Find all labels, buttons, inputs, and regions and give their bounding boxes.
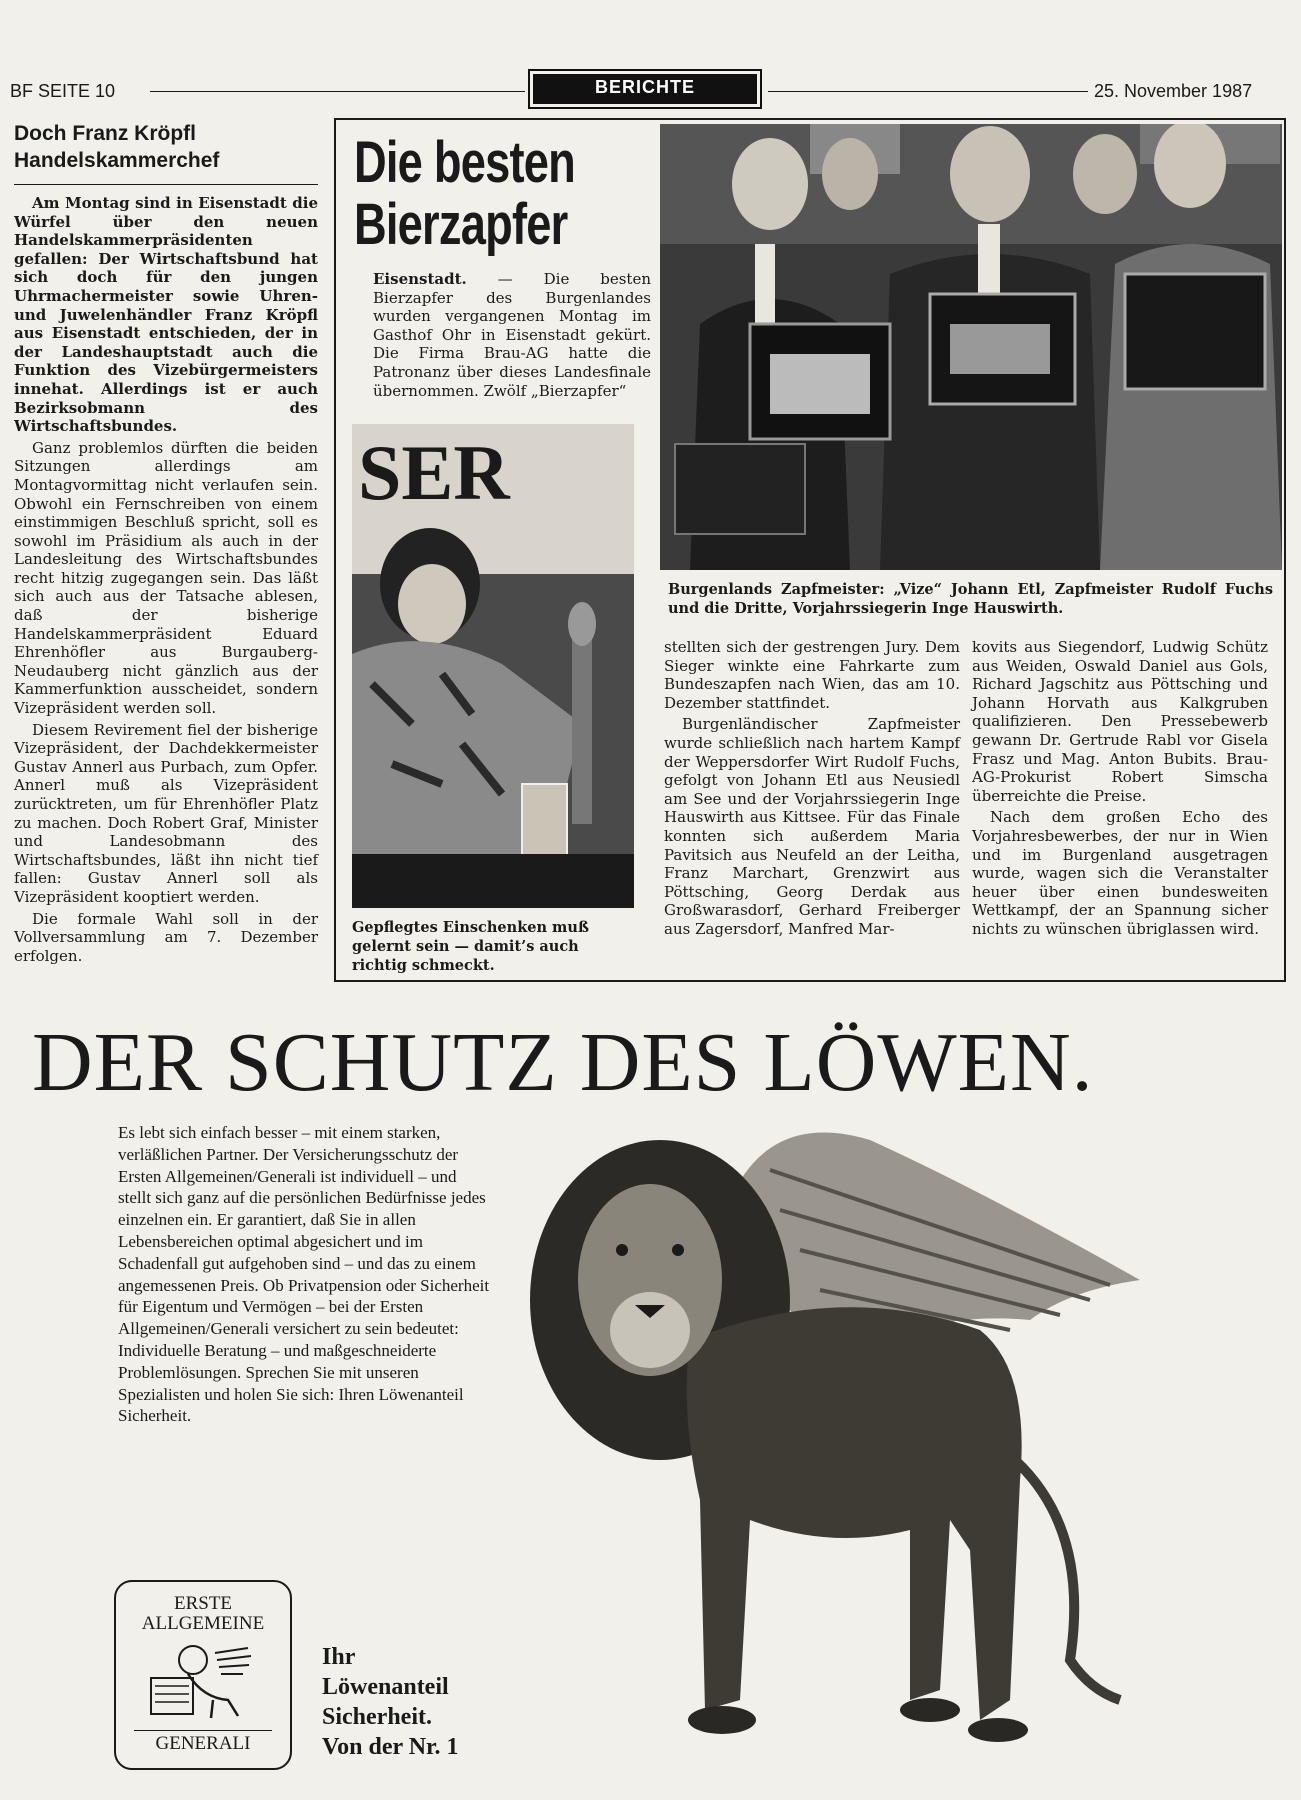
slogan-line: Löwenanteil <box>322 1674 449 1700</box>
logo-text: GENERALI <box>134 1730 272 1754</box>
article2-column-3 <box>972 638 1268 942</box>
lion-icon <box>510 1080 1180 1780</box>
article2-intro <box>373 270 651 403</box>
small-photo-caption: Gepflegtes Einschenken muß gelernt sein — damit’s auch richtig schmeckt. <box>352 919 589 974</box>
article2-headline <box>354 132 575 256</box>
intro-text: — Die besten Bierzapfer des Burgenlandes wurden vergangenen Montag im Gasthof Ohr in Eisenstadt gekürt. Die Firma Brau-AG hatte die Patronanz über dieses Landesfinale übernommen. Zwölf „Bierzapfer“ <box>373 270 651 400</box>
article1-paragraph: Diesem Revirement fiel der bisherige Vizepräsident, der Dachdekkermeister Gustav Annerl aus Purbach, zum Opfer. Annerl muß als Vizepräsident zurücktreten, um für Ehrenhöfler Platz zu machen. Doch Robert Graf, Minister und Landesobmann des Wirtschaftsbundes, läßt ihn nicht tief fallen: Gustav Annerl soll als Vizepräsident kooptiert werden. <box>14 720 318 906</box>
article2-paragraph: stellten sich der gestrengen Jury. Dem Sieger winkte eine Fahrkarte zum Bundeszapfen nach Wien, das am 10. Dezember stattfindet. <box>664 638 960 712</box>
article2-headline-line: Bierzapfer <box>354 192 568 257</box>
header-rule-left <box>150 91 525 92</box>
article1-paragraph: Die formale Wahl soll in der Vollversammlung am 7. Dezember erfolgen. <box>14 909 318 965</box>
ad-slogan <box>322 1642 458 1762</box>
logo-text: ALLGEMEINE <box>141 1613 265 1634</box>
sign-lettering: SER <box>358 429 510 516</box>
logo-text: ERSTE <box>173 1593 233 1614</box>
small-photo <box>352 424 634 908</box>
lion-emblem-icon <box>143 1638 263 1728</box>
section-label: BERICHTE <box>533 74 757 104</box>
ad-body: Es lebt sich einfach besser – mit einem starken, verläßlichen Partner. Der Versicherungsschutz der Ersten Allgemeinen/Generali ist individuell – und stellt sich ganz auf die persönlichen Bedürfnisse jedes einzelnen ein. Er garantiert, daß Sie in allen Lebensbereichen optimal abgesichert und im Schadenfall gut aufgehoben sind – und das zu einem angemessenen Preis. Ob Privatpension oder Sicherheit für Eigentum und Vermögen – bei der Ersten Allgemeinen/Generali versichert zu sein bedeutet: Individuelle Beratung – und maßgeschneiderte Problemlösungen. Sprechen Sie mit unseren Spezialisten und holen Sie sich: Ihren Löwenanteil Sicherheit. <box>118 1123 490 1426</box>
article1-body <box>14 194 318 968</box>
article2-headline-line: Die besten <box>354 130 575 195</box>
slogan-line: Ihr <box>322 1644 356 1670</box>
article2-paragraph: kovits aus Siegendorf, Ludwig Schütz aus Weiden, Oswald Daniel aus Gols, Richard Jagschitz aus Pöttsching und Johann Horvath aus Kalkgruben qualifizieren. Den Pressebewerb gewann Dr. Gertrude Rabl vor Gisela Frasz und Mag. Anton Bubits. Brau-AG-Prokurist Robert Simscha überreichte die Preise. <box>972 638 1268 805</box>
headline-rule <box>14 184 318 185</box>
article2-paragraph: Burgenländischer Zapfmeister wurde schließlich nach hartem Kampf der Weppersdorfer Wirt Rudolf Fuchs, gefolgt von Johann Etl aus Neusiedl am See und der Vorjahrssiegerin Inge Hauswirth aus Kittsee. Für das Finale konnten sich außerdem Maria Pavitsich aus Neufeld an der Leitha, Franz Marchart, Grenzwirt aus Pöttsching, Georg Derdak aus Großwarasdorf, Gerhard Freiberger aus Zagersdorf, Manfred Mar- <box>664 715 960 938</box>
header-rule-right <box>768 91 1088 92</box>
ad-headline: DER SCHUTZ DES LÖWEN. <box>32 1016 1094 1109</box>
dateline: Eisenstadt. <box>373 270 467 288</box>
issue-date: 25. November 1987 <box>1094 81 1253 101</box>
award-photo-illustration <box>660 124 1282 570</box>
article1-lead: Am Montag sind in Eisenstadt die Würfel über den neuen Handelskammerpräsidenten gefallen: Der Wirtschaftsbund hat sich doch für den jungen Uhrmachermeister sowie Uhren- und Juwelenhändler Franz Kröpfl aus Eisenstadt entschieden, der in der Landeshauptstadt auch die Funktion des Vizebürgermeisters innehat. Allerdings ist er auch Bezirksobmann des Wirtschaftsbundes. <box>14 194 318 436</box>
article2-column-2 <box>664 638 960 942</box>
slogan-line: Von der Nr. 1 <box>322 1734 459 1760</box>
generali-logo <box>114 1580 292 1770</box>
main-photo <box>660 124 1282 570</box>
page-number: BF SEITE 10 <box>10 81 116 101</box>
article2-paragraph: Nach dem großen Echo des Vorjahresbewerbes, der nur in Wien und im Burgenland ausgetragen wurde, wagen sich die Veranstalter heuer über einen bundesweiten Wettkampf, der an Spannung sicher nichts zu wünschen übriglassen wird. <box>972 808 1268 938</box>
main-photo-caption: Burgenlands Zapfmeister: „Vize“ Johann Etl, Zapfmeister Rudolf Fuchs und die Dritte, Vorjahrssiegerin Inge Hauswirth. <box>668 581 1273 617</box>
article1-headline: Doch Franz Kröpfl Handelskammerchef <box>14 122 220 172</box>
bartender-photo-illustration <box>352 424 634 908</box>
article1-paragraph: Ganz problemlos dürften die beiden Sitzungen allerdings am Montagvormittag nicht verlaufen sein. Obwohl ein Fernschreiben von einem einstimmigen Beschluß spricht, soll es sowohl im Präsidium als auch in der Landesleitung des Wirtschaftsbundes recht hitzig zugegangen sein. Das läßt sich auch aus der Tatsache ablesen, daß der bisherige Handelskammerpräsident Eduard Ehrenhöfler aus Burgauberg-Neudauberg nicht gänzlich aus der Kammerfunktion ausscheidet, sondern Vizepräsident werden soll. <box>14 438 318 718</box>
winged-lion-illustration <box>510 1080 1180 1780</box>
slogan-line: Sicherheit. <box>322 1704 432 1730</box>
